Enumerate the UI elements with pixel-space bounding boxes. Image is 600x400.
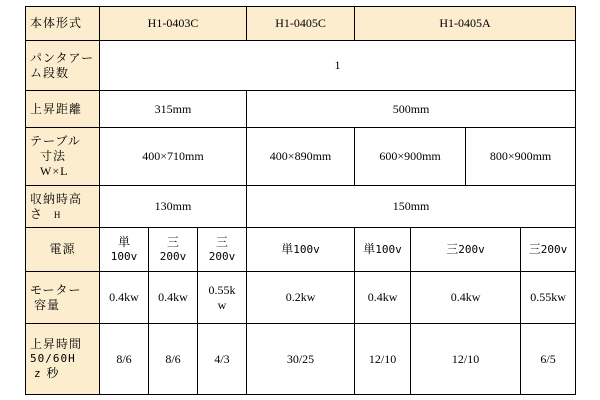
stages-value: 1 [100,41,576,91]
stages-label: パンタアーム段数 [26,41,100,91]
stored-height-row [26,186,576,228]
stored-height-label-line2b: H [53,209,62,220]
power-row [26,228,576,272]
power-voltage-5: 100v [375,243,402,256]
lift-time-label-line3a: z [34,366,42,380]
stored-height-0405: 150mm [247,186,576,228]
power-voltage-4: 100v [293,243,320,256]
table-size-0405a-800: 800×900mm [466,128,576,186]
table-size-label-line2: 寸法 [40,149,67,163]
model-h1-0403c: H1-0403C [100,7,247,41]
power-cell-6 [411,228,521,272]
table-size-0405a-600: 600×900mm [355,128,466,186]
lift-time-label-line1: 上昇時間 [30,337,83,352]
power-cell-3 [198,228,247,272]
lift-value-0403c: 315mm [100,91,247,128]
table-size-0403c: 400×710mm [100,128,247,186]
motor-cell-3-line2: w [217,297,227,312]
lift-time-cell-5: 12/10 [355,324,411,395]
motor-label-line2: 容量 [34,297,61,312]
power-voltage-3: 200v [208,250,236,264]
motor-label-line1: モーター [30,282,82,297]
power-voltage-1: 100v [110,250,138,264]
stored-height-label-line2a: さ [30,206,44,221]
power-phase-5: 単 [363,242,376,256]
power-cell-5 [355,228,411,272]
lift-time-cell-7: 6/5 [521,324,576,395]
lift-time-row [26,324,576,395]
lift-value-0405: 500mm [247,91,576,128]
lift-time-cell-2: 8/6 [149,324,198,395]
motor-cell-1: 0.4kw [100,272,149,324]
lift-time-cell-4: 30/25 [247,324,355,395]
lift-label: 上昇距離 [26,91,100,128]
lift-time-label [26,324,100,395]
table-size-row [26,128,576,186]
model-h1-0405a: H1-0405A [355,7,576,41]
stored-height-0403c: 130mm [100,186,247,228]
model-label: 本体形式 [26,7,100,41]
motor-cell-3 [198,272,247,324]
power-phase-4: 単 [281,242,294,256]
motor-row [26,272,576,324]
power-phase-7: 三 [528,242,541,256]
power-cell-7 [521,228,576,272]
table-size-0405c: 400×890mm [247,128,355,186]
stages-row [26,41,576,91]
table-size-label-line1: テーブル [30,134,81,148]
motor-cell-7: 0.55kw [521,272,576,324]
power-voltage-2: 200v [159,250,187,264]
lift-time-cell-1: 8/6 [100,324,149,395]
power-cell-1 [100,228,149,272]
header-row [26,7,576,41]
motor-cell-3-line1: 0.55k [208,282,236,297]
lift-time-cell-3: 4/3 [198,324,247,395]
table-size-label-line3: W×L [40,164,69,178]
power-voltage-7: 200v [540,243,568,256]
power-voltage-6: 200v [458,243,485,256]
table-size-label [26,128,100,186]
motor-label [26,272,100,324]
power-phase-6: 三 [446,242,459,256]
lift-time-cell-6: 12/10 [411,324,521,395]
lift-time-label-line3b: 秒 [46,365,60,380]
motor-cell-4: 0.2kw [247,272,355,324]
power-label: 電源 [26,228,100,272]
spec-table [25,6,576,395]
power-cell-4 [247,228,355,272]
power-phase-2: 三 [166,235,179,250]
motor-cell-2: 0.4kw [149,272,198,324]
lift-row [26,91,576,128]
motor-cell-6: 0.4kw [411,272,521,324]
stored-height-label-line1: 収納時高 [30,191,83,206]
motor-cell-5: 0.4kw [355,272,411,324]
power-phase-3: 三 [216,235,229,250]
lift-time-label-line2: 50/60H [30,352,76,366]
power-cell-2 [149,228,198,272]
power-phase-1: 単 [117,235,130,250]
model-h1-0405c: H1-0405C [247,7,355,41]
stored-height-label [26,186,100,228]
